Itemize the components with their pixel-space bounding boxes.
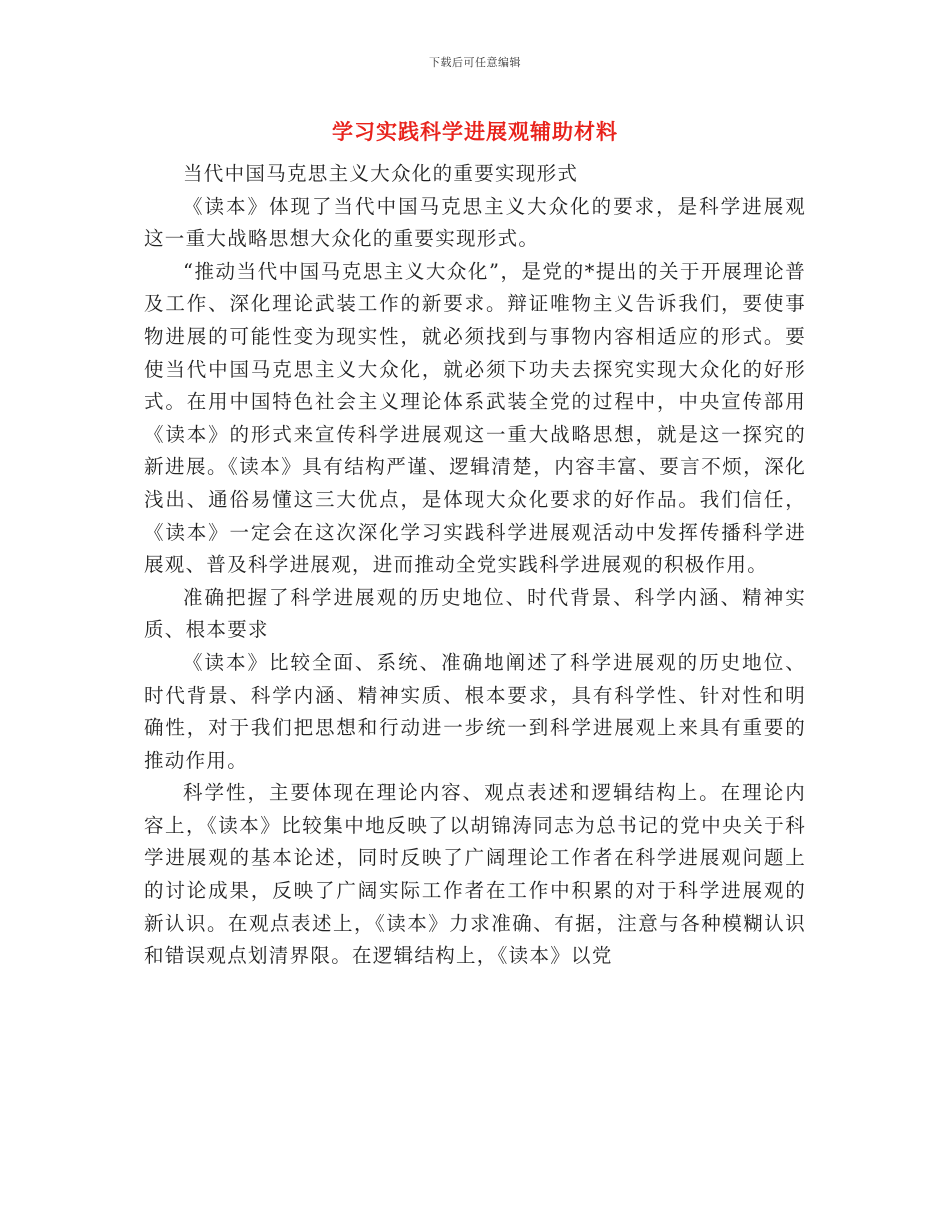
document-body bbox=[144, 158, 806, 973]
paragraph-4: 准确把握了科学进展观的历史地位、时代背景、科学内涵、精神实质、根本要求 bbox=[144, 585, 806, 642]
page-header: 下载后可任意编辑 bbox=[429, 56, 521, 69]
paragraph-1: 当代中国马克思主义大众化的重要实现形式 bbox=[183, 162, 579, 185]
paragraph-6: 科学性，主要体现在理论内容、观点表述和逻辑结构上。在理论内容上，《读本》比较集中地反映了以胡锦涛同志为总书记的党中央关于科学进展观的基本论述，同时反映了广阔理论工作者在科学进展观问题上的讨论成果，反映了广阔实际工作者在工作中积累的对于科学进展观的新认识。在观点表述上，《读本》力求准确、有据，注意与各种模糊认识和错误观点划清界限。在逻辑结构上，《读本》以党 bbox=[144, 781, 806, 968]
paragraph-3: “推动当代中国马克思主义大众化”，是党的*提出的关于开展理论普及工作、深化理论武装工作的新要求。辩证唯物主义告诉我们，要使事物进展的可能性变为现实性，就必须找到与事物内容相适应的形式。要使当代中国马克思主义大众化，就必须下功夫去探究实现大众化的好形式。在用中国特色社会主义理论体系武装全党的过程中，中央宣传部用《读本》的形式来宣传科学进展观这一重大战略思想，就是这一探究的新进展。《读本》具有结构严谨、逻辑清楚，内容丰富、要言不烦，深化浅出、通俗易懂这三大优点，是体现大众化要求的好作品。我们信任，《读本》一定会在这次深化学习实践科学进展观活动中发挥传播科学进展观、普及科学进展观，进而推动全党实践科学进展观的积极作用。 bbox=[144, 259, 806, 577]
document-title: 学习实践科学进展观辅助材料 bbox=[332, 120, 618, 144]
paragraph-2: 《读本》体现了当代中国马克思主义大众化的要求，是科学进展观这一重大战略思想大众化的重要实现形式。 bbox=[144, 194, 806, 251]
paragraph-5: 《读本》比较全面、系统、准确地阐述了科学进展观的历史地位、时代背景、科学内涵、精神实质、根本要求，具有科学性、针对性和明确性，对于我们把思想和行动进一步统一到科学进展观上来具有重要的推动作用。 bbox=[144, 650, 806, 772]
